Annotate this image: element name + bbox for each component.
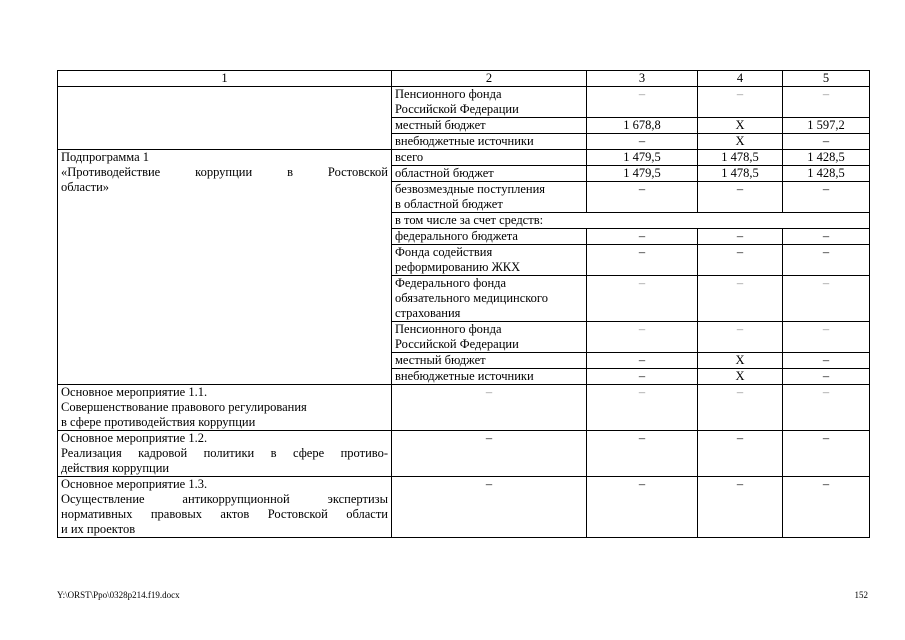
value-cell: – <box>392 431 587 477</box>
page-number: 152 <box>854 590 868 600</box>
value-cell: – <box>587 229 698 245</box>
value-cell: 1 478,5 <box>698 150 783 166</box>
value-cell: – <box>783 134 870 150</box>
source-cell: местный бюджет <box>392 353 587 369</box>
value-cell: 1 428,5 <box>783 150 870 166</box>
source-cell: Пенсионного фонда Российской Федерации <box>392 322 587 353</box>
value-cell: – <box>783 385 870 431</box>
value-cell: – <box>392 477 587 538</box>
value-cell: – <box>587 134 698 150</box>
value-cell: 1 428,5 <box>783 166 870 182</box>
value-cell: 1 597,2 <box>783 118 870 134</box>
source-cell: местный бюджет <box>392 118 587 134</box>
source-cell: всего <box>392 150 587 166</box>
value-cell: – <box>698 477 783 538</box>
subprogram-title-cell <box>58 150 392 385</box>
value-cell: – <box>783 245 870 276</box>
value-cell: – <box>783 87 870 118</box>
value-cell: Х <box>698 369 783 385</box>
header-cell-1: 1 <box>58 71 392 87</box>
value-cell: Х <box>698 118 783 134</box>
value-cell: Х <box>698 134 783 150</box>
value-cell: – <box>587 87 698 118</box>
source-cell: Фонда содействия реформированию ЖКХ <box>392 245 587 276</box>
source-cell: безвозмездные поступления в областной бюджет <box>392 182 587 213</box>
file-path-footer: Y:\ORST\Ppo\0328p214.f19.docx <box>57 590 180 600</box>
header-cell-3: 3 <box>587 71 698 87</box>
empty-program-cell <box>58 87 392 150</box>
value-cell: – <box>587 353 698 369</box>
value-cell: – <box>698 431 783 477</box>
value-cell: – <box>698 87 783 118</box>
value-cell: – <box>587 431 698 477</box>
value-cell: Х <box>698 353 783 369</box>
value-cell: – <box>783 353 870 369</box>
value-cell: – <box>392 385 587 431</box>
table-row <box>58 87 870 118</box>
measure-title-cell: Основное мероприятие 1.3. Осуществление антикоррупционной экспертизы нормативных правовых актов Ростовской области и их проектов <box>58 477 392 538</box>
value-cell: – <box>587 369 698 385</box>
header-cell-5: 5 <box>783 71 870 87</box>
value-cell: – <box>783 276 870 322</box>
header-cell-4: 4 <box>698 71 783 87</box>
value-cell: – <box>783 477 870 538</box>
value-cell: – <box>783 229 870 245</box>
source-cell: федерального бюджета <box>392 229 587 245</box>
value-cell: – <box>587 385 698 431</box>
value-cell: – <box>783 431 870 477</box>
value-cell: – <box>783 322 870 353</box>
measure-title-cell: Основное мероприятие 1.2. Реализация кадровой политики в сфере противо- действия коррупции <box>58 431 392 477</box>
measure-title-cell: Основное мероприятие 1.1. Совершенствование правового регулирования в сфере противодействия коррупции <box>58 385 392 431</box>
measure-row <box>58 431 870 477</box>
source-cell: в том числе за счет средств: <box>392 213 870 229</box>
measure-row <box>58 477 870 538</box>
budget-table <box>57 70 870 538</box>
source-cell: Пенсионного фонда Российской Федерации <box>392 87 587 118</box>
value-cell: – <box>587 477 698 538</box>
value-cell: 1 478,5 <box>698 166 783 182</box>
value-cell: – <box>698 245 783 276</box>
source-cell: областной бюджет <box>392 166 587 182</box>
value-cell: – <box>587 245 698 276</box>
value-cell: – <box>698 322 783 353</box>
source-cell: внебюджетные источники <box>392 369 587 385</box>
value-cell: – <box>698 385 783 431</box>
value-cell: – <box>587 322 698 353</box>
header-row <box>58 71 870 87</box>
value-cell: – <box>783 182 870 213</box>
value-cell: 1 678,8 <box>587 118 698 134</box>
value-cell: – <box>783 369 870 385</box>
table-row <box>58 150 870 166</box>
subprogram-title: области» <box>61 180 110 194</box>
subprogram-title: «Противодействие коррупции в Ростовской <box>61 165 388 179</box>
source-cell: внебюджетные источники <box>392 134 587 150</box>
value-cell: 1 479,5 <box>587 150 698 166</box>
value-cell: – <box>698 229 783 245</box>
value-cell: – <box>587 182 698 213</box>
measure-row <box>58 385 870 431</box>
value-cell: – <box>698 182 783 213</box>
subprogram-title: Подпрограмма 1 <box>61 150 150 164</box>
source-cell: Федерального фонда обязательного медицинского страхования <box>392 276 587 322</box>
header-cell-2: 2 <box>392 71 587 87</box>
value-cell: – <box>698 276 783 322</box>
value-cell: 1 479,5 <box>587 166 698 182</box>
value-cell: – <box>587 276 698 322</box>
